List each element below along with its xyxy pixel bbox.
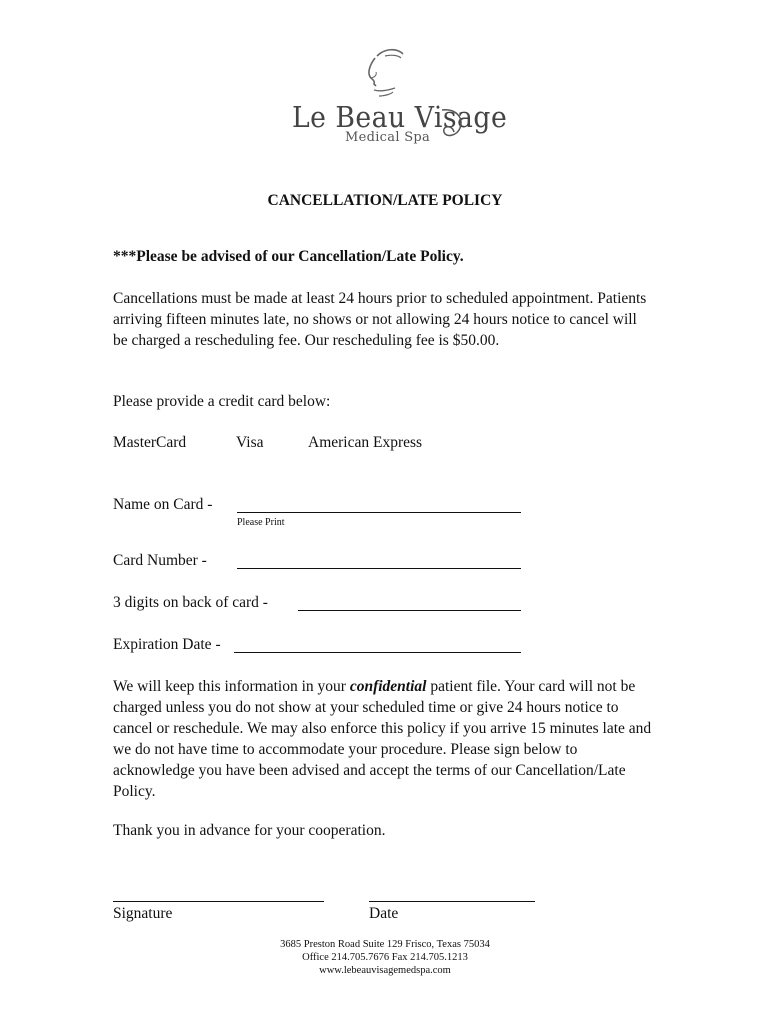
confidential-text-start: We will keep this information in your [113, 678, 350, 695]
card-type-mastercard[interactable]: MasterCard [113, 434, 187, 451]
name-on-card-hint: Please Print [237, 517, 285, 528]
expiration-date-field[interactable] [234, 652, 521, 653]
expiration-date-label: Expiration Date - [113, 636, 221, 653]
logo-subtitle: Medical Spa [345, 130, 431, 145]
footer-address: 3685 Preston Road Suite 129 Frisco, Texas 75034 [280, 939, 490, 950]
logo-name: Le Beau Visage [292, 100, 508, 134]
card-number-label: Card Number - [113, 552, 207, 569]
card-number-field[interactable] [237, 568, 521, 569]
confidential-emphasis: confidential [349, 678, 427, 695]
card-type-amex[interactable]: American Express [308, 434, 423, 451]
card-type-visa[interactable]: Visa [236, 434, 264, 451]
confidential-paragraph [113, 676, 653, 802]
name-on-card-field[interactable] [237, 512, 521, 513]
credit-card-prompt: Please provide a credit card below: [113, 393, 331, 410]
footer-phones: Office 214.705.7676 Fax 214.705.1213 [302, 952, 468, 963]
signature-field[interactable] [113, 901, 324, 902]
security-code-label: 3 digits on back of card - [113, 594, 268, 611]
name-on-card-label: Name on Card - [113, 496, 213, 513]
date-field[interactable] [369, 901, 535, 902]
policy-paragraph: Cancellations must be made at least 24 hours prior to scheduled appointment. Patients arriving fifteen minutes late, no shows or not allowing 24 hours notice to cancel will be charged a rescheduling fee. Our rescheduling fee is $50.00. [113, 290, 647, 349]
advisory-text: ***Please be advised of our Cancellation/Late Policy. [113, 248, 464, 265]
logo-swash-icon [438, 108, 468, 144]
thank-you-text: Thank you in advance for your cooperation. [113, 822, 386, 839]
signature-label: Signature [113, 905, 173, 922]
page-title: CANCELLATION/LATE POLICY [267, 192, 503, 209]
date-label: Date [369, 905, 399, 922]
footer-website[interactable]: www.lebeauvisagemedspa.com [319, 965, 451, 976]
confidential-text-end: patient file. Your card will not be charged unless you do not show at your scheduled time or give 24 hours notice to cancel or reschedule. We may also enforce this policy if you arrive 15 minutes late and we do not have time to accommodate your procedure. Please sign below to acknowledge you have been advised and accept the terms of our Cancellation/Late Policy. [113, 678, 652, 800]
security-code-field[interactable] [298, 610, 521, 611]
face-profile-icon [355, 44, 415, 104]
